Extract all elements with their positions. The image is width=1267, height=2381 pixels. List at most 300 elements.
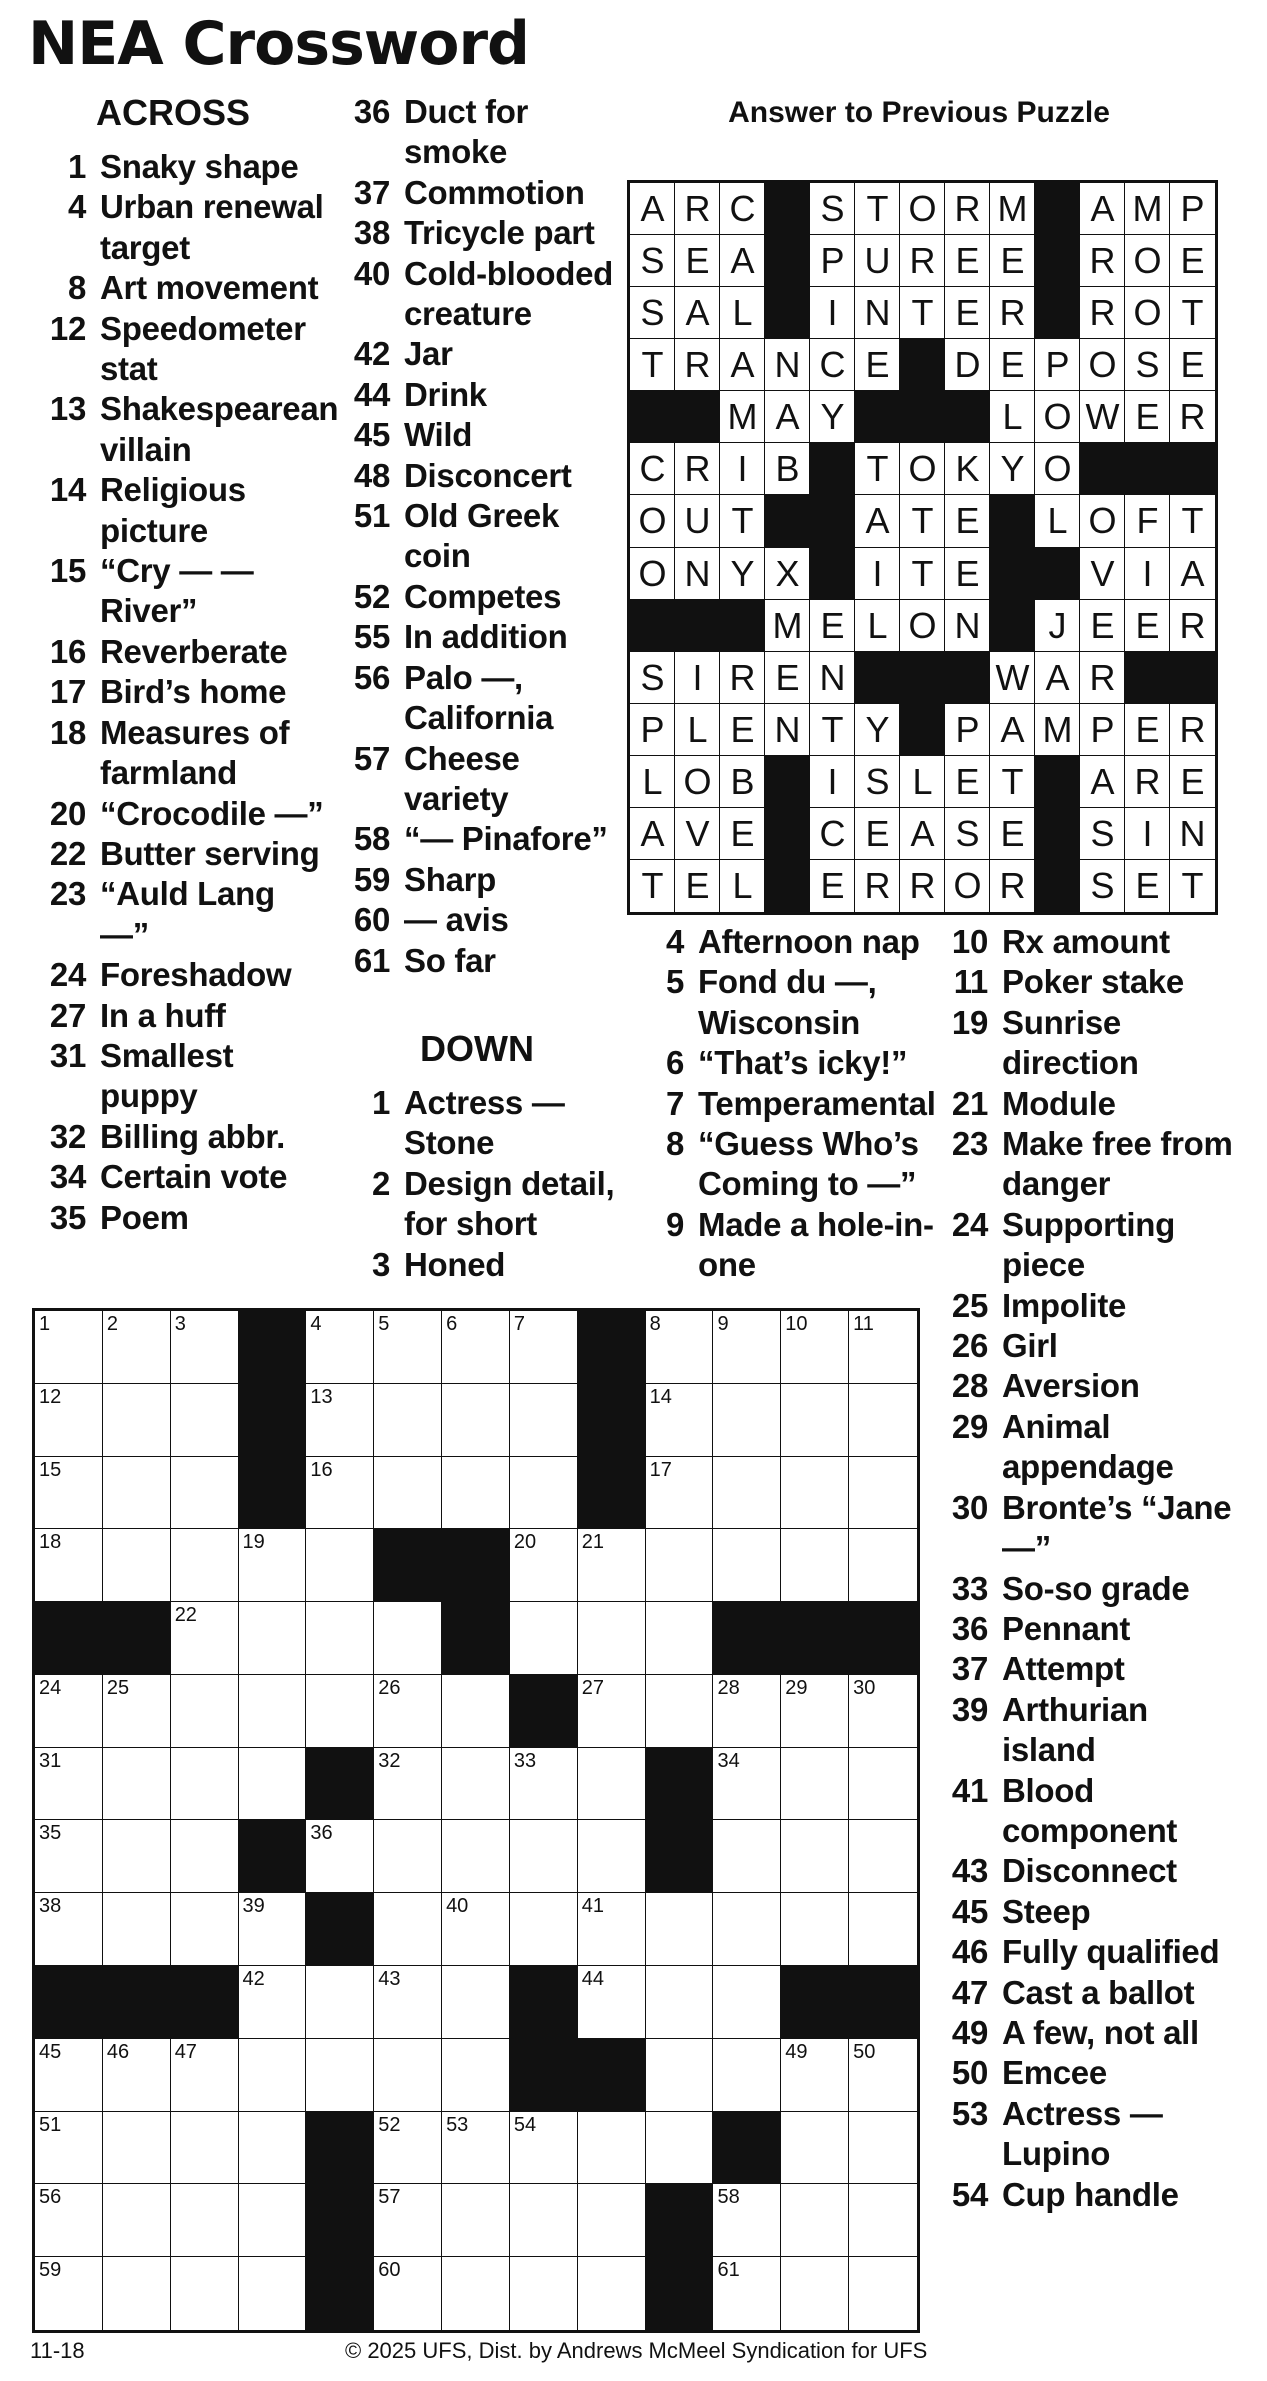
puzzle-cell[interactable] xyxy=(171,1675,239,1748)
puzzle-cell[interactable] xyxy=(171,2112,239,2185)
clue xyxy=(336,173,616,213)
answer-cell xyxy=(810,287,855,339)
puzzle-cell[interactable] xyxy=(103,2184,171,2257)
puzzle-cell[interactable] xyxy=(713,2039,781,2112)
puzzle-cell[interactable] xyxy=(171,1311,239,1384)
answer-letter: E xyxy=(955,552,980,594)
answer-cell xyxy=(1080,339,1125,391)
answer-letter: O xyxy=(683,760,712,802)
puzzle-cell[interactable] xyxy=(103,2039,171,2112)
answer-cell xyxy=(855,183,900,235)
clue-number: 38 xyxy=(353,214,390,252)
puzzle-cell[interactable] xyxy=(578,1748,646,1821)
answer-letter: C xyxy=(819,812,846,854)
puzzle-cell[interactable] xyxy=(239,1602,307,1675)
answer-cell xyxy=(630,495,675,547)
answer-letter: E xyxy=(1135,604,1160,646)
puzzle-cell[interactable] xyxy=(578,1893,646,1966)
clue xyxy=(36,1157,326,1197)
answer-letter: A xyxy=(775,396,800,438)
answer-cell xyxy=(675,235,720,287)
answer-cell xyxy=(720,339,765,391)
cell-number: 25 xyxy=(106,1676,130,1699)
puzzle-cell[interactable] xyxy=(103,2112,171,2185)
puzzle-cell[interactable] xyxy=(578,1820,646,1893)
puzzle-cell[interactable] xyxy=(374,1893,442,1966)
cell-number: 58 xyxy=(717,2186,740,2209)
answer-cell xyxy=(1035,391,1080,443)
puzzle-cell[interactable] xyxy=(510,1820,578,1893)
puzzle-cell[interactable] xyxy=(578,2112,646,2185)
down-clues-column-3 xyxy=(646,922,946,1286)
answer-letter: A xyxy=(865,500,890,542)
puzzle-cell[interactable] xyxy=(713,1311,781,1384)
clue xyxy=(336,254,616,335)
puzzle-cell[interactable] xyxy=(781,1820,849,1893)
cell-number: 36 xyxy=(310,1822,333,1845)
answer-letter: E xyxy=(1000,240,1025,282)
puzzle-cell[interactable] xyxy=(646,1529,714,1602)
puzzle-cell[interactable] xyxy=(35,2112,103,2185)
puzzle-cell[interactable] xyxy=(103,1748,171,1821)
answer-cell xyxy=(1080,756,1125,808)
clue-text: Speedometer stat xyxy=(100,309,306,388)
puzzle-cell[interactable] xyxy=(849,2257,917,2330)
puzzle-cell[interactable] xyxy=(510,1311,578,1384)
puzzle-cell[interactable] xyxy=(646,1384,714,1457)
puzzle-cell[interactable] xyxy=(35,2184,103,2257)
puzzle-cell[interactable] xyxy=(578,1529,646,1602)
answer-cell xyxy=(1080,704,1125,756)
answer-letter: L xyxy=(642,760,663,802)
puzzle-cell[interactable] xyxy=(713,1893,781,1966)
black-square xyxy=(1035,287,1080,339)
puzzle-cell[interactable] xyxy=(35,1529,103,1602)
answer-letter: P xyxy=(820,240,845,282)
answer-letter: L xyxy=(867,604,888,646)
puzzle-cell[interactable] xyxy=(510,2257,578,2330)
puzzle-cell[interactable] xyxy=(646,2039,714,2112)
puzzle-cell[interactable] xyxy=(171,1893,239,1966)
clue-number: 18 xyxy=(49,713,86,751)
puzzle-cell[interactable] xyxy=(781,1675,849,1748)
answer-letter: T xyxy=(866,188,889,230)
clue-text: Tricycle part xyxy=(404,214,595,252)
puzzle-cell[interactable] xyxy=(510,1457,578,1530)
puzzle-cell[interactable] xyxy=(849,1457,917,1530)
clue xyxy=(336,577,616,617)
black-square xyxy=(239,1311,307,1384)
puzzle-cell[interactable] xyxy=(510,1602,578,1675)
clue-text: A few, not all xyxy=(1002,2013,1199,2051)
answer-cell xyxy=(1125,183,1170,235)
puzzle-cell[interactable] xyxy=(713,1529,781,1602)
clue xyxy=(646,1205,946,1286)
puzzle-cell[interactable] xyxy=(239,1748,307,1821)
answer-cell xyxy=(855,339,900,391)
answer-letter: J xyxy=(1048,604,1067,646)
puzzle-cell[interactable] xyxy=(103,1820,171,1893)
puzzle-cell[interactable] xyxy=(781,1748,849,1821)
answer-cell xyxy=(765,652,810,704)
cell-number: 14 xyxy=(649,1385,672,1408)
puzzle-cell[interactable] xyxy=(374,1384,442,1457)
puzzle-cell[interactable] xyxy=(781,1311,849,1384)
puzzle-cell[interactable] xyxy=(374,1602,442,1675)
cell-number: 34 xyxy=(717,1749,740,1772)
puzzle-cell[interactable] xyxy=(849,1384,917,1457)
clue-number: 23 xyxy=(951,1125,988,1163)
black-square xyxy=(675,391,720,443)
puzzle-cell[interactable] xyxy=(103,1675,171,1748)
puzzle-cell[interactable] xyxy=(171,1384,239,1457)
puzzle-cell[interactable] xyxy=(713,1966,781,2039)
clue-number: 8 xyxy=(67,269,86,307)
answer-cell xyxy=(900,235,945,287)
puzzle-cell[interactable] xyxy=(646,1966,714,2039)
black-square xyxy=(781,1602,849,1675)
puzzle-cell[interactable] xyxy=(510,1893,578,1966)
puzzle-cell[interactable] xyxy=(646,2112,714,2185)
clue-text: Poem xyxy=(100,1198,189,1236)
puzzle-cell[interactable] xyxy=(239,1893,307,1966)
puzzle-cell[interactable] xyxy=(510,1384,578,1457)
puzzle-cell[interactable] xyxy=(781,2039,849,2112)
clue-text: Certain vote xyxy=(100,1158,288,1196)
clue-text: Shakespearean villain xyxy=(100,390,339,468)
answer-cell xyxy=(945,860,990,912)
puzzle-cell[interactable] xyxy=(306,1457,374,1530)
clue-number: 42 xyxy=(353,335,390,373)
cell-number: 26 xyxy=(378,1676,401,1699)
puzzle-cell[interactable] xyxy=(713,1748,781,1821)
puzzle-cell[interactable] xyxy=(510,2112,578,2185)
puzzle-cell[interactable] xyxy=(713,2257,781,2330)
puzzle-cell[interactable] xyxy=(239,1966,307,2039)
puzzle-cell[interactable] xyxy=(442,1820,510,1893)
cell-number: 54 xyxy=(513,2113,537,2136)
puzzle-cell[interactable] xyxy=(171,1820,239,1893)
puzzle-cell[interactable] xyxy=(781,2257,849,2330)
puzzle-cell[interactable] xyxy=(442,1675,510,1748)
puzzle-cell[interactable] xyxy=(35,1893,103,1966)
puzzle-cell[interactable] xyxy=(374,1748,442,1821)
clue-text: Snaky shape xyxy=(100,148,299,185)
puzzle-cell[interactable] xyxy=(849,1820,917,1893)
clue-text: Attempt xyxy=(1002,1650,1125,1688)
puzzle-cell[interactable] xyxy=(35,2257,103,2330)
clue-text: “Cry — — River” xyxy=(100,552,254,630)
clue xyxy=(944,1366,1244,1406)
puzzle-cell[interactable] xyxy=(306,1384,374,1457)
puzzle-cell[interactable] xyxy=(239,2112,307,2185)
answer-letter: R xyxy=(1089,656,1116,698)
clue-number: 47 xyxy=(951,1973,988,2011)
clue-text: Actress — Lupino xyxy=(1002,2094,1163,2173)
puzzle-cell[interactable] xyxy=(442,2184,510,2257)
black-square xyxy=(990,600,1035,652)
puzzle-cell[interactable] xyxy=(646,1602,714,1675)
answer-cell xyxy=(1080,287,1125,339)
clue-number: 50 xyxy=(951,2054,988,2092)
puzzle-cell[interactable] xyxy=(35,1311,103,1384)
puzzle-cell[interactable] xyxy=(171,2039,239,2112)
answer-letter: A xyxy=(640,812,665,854)
puzzle-cell[interactable] xyxy=(306,1675,374,1748)
clue-number: 4 xyxy=(665,923,684,960)
cell-number: 52 xyxy=(378,2113,401,2136)
clue-number: 20 xyxy=(49,794,86,832)
puzzle-cell[interactable] xyxy=(35,1384,103,1457)
puzzle-cell[interactable] xyxy=(578,2184,646,2257)
puzzle-cell[interactable] xyxy=(442,1384,510,1457)
answer-cell xyxy=(810,235,855,287)
answer-letter: E xyxy=(955,292,980,334)
puzzle-cell[interactable] xyxy=(171,2257,239,2330)
puzzle-cell[interactable] xyxy=(849,1529,917,1602)
answer-cell xyxy=(900,808,945,860)
puzzle-cell[interactable] xyxy=(510,1748,578,1821)
answer-cell xyxy=(855,443,900,495)
puzzle-cell[interactable] xyxy=(849,1893,917,1966)
cell-number: 29 xyxy=(785,1676,808,1699)
puzzle-cell[interactable] xyxy=(442,2257,510,2330)
puzzle-cell[interactable] xyxy=(374,1457,442,1530)
puzzle-cell[interactable] xyxy=(374,2257,442,2330)
answer-cell xyxy=(900,495,945,547)
clue-number: 35 xyxy=(49,1198,86,1236)
clue xyxy=(36,187,326,268)
cell-number: 51 xyxy=(39,2113,62,2136)
puzzle-cell[interactable] xyxy=(239,2257,307,2330)
clue-number: 23 xyxy=(49,875,86,913)
puzzle-cell[interactable] xyxy=(35,1675,103,1748)
puzzle-cell[interactable] xyxy=(171,1529,239,1602)
black-square xyxy=(1035,756,1080,808)
answer-letter: Y xyxy=(820,396,845,438)
puzzle-cell[interactable] xyxy=(781,2184,849,2257)
puzzle-cell[interactable] xyxy=(374,1311,442,1384)
puzzle-cell[interactable] xyxy=(849,2112,917,2185)
answer-cell xyxy=(1125,860,1170,912)
clue-text: “Auld Lang —” xyxy=(100,875,275,953)
cell-number: 16 xyxy=(310,1458,333,1481)
puzzle-cell[interactable] xyxy=(781,1893,849,1966)
puzzle-cell[interactable] xyxy=(306,1529,374,1602)
puzzle-cell[interactable] xyxy=(713,1820,781,1893)
answer-letter: T xyxy=(821,708,844,750)
answer-letter: A xyxy=(730,240,755,282)
clue-text: In a huff xyxy=(100,996,226,1034)
cell-number: 3 xyxy=(174,1313,186,1335)
answer-cell xyxy=(1125,495,1170,547)
answer-cell xyxy=(1125,548,1170,600)
puzzle-cell[interactable] xyxy=(442,1457,510,1530)
puzzle-cell[interactable] xyxy=(442,1893,510,1966)
puzzle-cell[interactable] xyxy=(103,2257,171,2330)
puzzle-cell[interactable] xyxy=(849,1675,917,1748)
answer-letter: S xyxy=(1135,344,1160,386)
clue-number: 25 xyxy=(951,1286,988,1324)
answer-letter: C xyxy=(819,344,846,386)
puzzle-cell[interactable] xyxy=(849,1748,917,1821)
puzzle-cell[interactable] xyxy=(171,1748,239,1821)
puzzle-cell[interactable] xyxy=(35,1820,103,1893)
answer-letter: O xyxy=(1088,344,1117,386)
puzzle-cell[interactable] xyxy=(374,1675,442,1748)
answer-letter: T xyxy=(731,500,754,542)
puzzle-cell[interactable] xyxy=(510,1529,578,1602)
answer-cell xyxy=(810,808,855,860)
black-square xyxy=(578,1384,646,1457)
puzzle-cell[interactable] xyxy=(510,2184,578,2257)
puzzle-cell[interactable] xyxy=(442,1748,510,1821)
puzzle-cell[interactable] xyxy=(781,1529,849,1602)
answer-letter: T xyxy=(1001,760,1024,802)
puzzle-cell[interactable] xyxy=(578,2257,646,2330)
cell-number: 24 xyxy=(39,1676,62,1699)
answer-letter: I xyxy=(1142,552,1153,594)
puzzle-cell[interactable] xyxy=(646,1457,714,1530)
puzzle-cell[interactable] xyxy=(646,1311,714,1384)
clue xyxy=(944,2094,1244,2175)
clue xyxy=(36,470,326,551)
answer-cell xyxy=(675,652,720,704)
puzzle-cell[interactable] xyxy=(578,1675,646,1748)
clue-text: Butter serving xyxy=(100,834,320,872)
clue xyxy=(36,713,326,794)
puzzle-cell[interactable] xyxy=(578,1966,646,2039)
puzzle-cell[interactable] xyxy=(849,2039,917,2112)
puzzle-cell[interactable] xyxy=(374,1820,442,1893)
answer-letter: S xyxy=(1090,812,1115,854)
puzzle-cell[interactable] xyxy=(306,2039,374,2112)
puzzle-cell[interactable] xyxy=(103,1311,171,1384)
puzzle-cell[interactable] xyxy=(35,2039,103,2112)
answer-cell xyxy=(945,756,990,808)
puzzle-cell[interactable] xyxy=(239,2039,307,2112)
clue-text: Actress — Stone xyxy=(404,1084,565,1162)
clue xyxy=(36,268,326,308)
puzzle-cell[interactable] xyxy=(306,1311,374,1384)
puzzle-cell[interactable] xyxy=(35,1457,103,1530)
answer-letter: Y xyxy=(865,708,890,750)
puzzle-cell[interactable] xyxy=(849,1311,917,1384)
puzzle-cell[interactable] xyxy=(103,1457,171,1530)
puzzle-cell[interactable] xyxy=(374,2112,442,2185)
puzzle-cell[interactable] xyxy=(578,1602,646,1675)
puzzle-cell[interactable] xyxy=(781,1457,849,1530)
puzzle-cell[interactable] xyxy=(713,1457,781,1530)
answer-letter: R xyxy=(684,188,711,230)
answer-cell xyxy=(720,756,765,808)
puzzle-cell[interactable] xyxy=(713,1384,781,1457)
down-heading: DOWN xyxy=(420,1028,534,1069)
clue xyxy=(944,1286,1244,1326)
puzzle-cell[interactable] xyxy=(171,1457,239,1530)
answer-letter: R xyxy=(864,864,891,906)
answer-letter: L xyxy=(1002,396,1023,438)
puzzle-cell[interactable] xyxy=(103,1893,171,1966)
answer-letter: R xyxy=(954,188,981,230)
puzzle-cell[interactable] xyxy=(239,1675,307,1748)
answer-letter: T xyxy=(1181,292,1204,334)
answer-letter: O xyxy=(1043,448,1072,490)
black-square xyxy=(646,2184,714,2257)
puzzle-cell[interactable] xyxy=(442,1311,510,1384)
puzzle-cell[interactable] xyxy=(442,2112,510,2185)
puzzle-cell[interactable] xyxy=(171,1602,239,1675)
clue xyxy=(336,900,616,940)
answer-letter: T xyxy=(641,344,664,386)
clue-number: 30 xyxy=(951,1488,988,1526)
answer-letter: P xyxy=(1045,344,1070,386)
puzzle-cell[interactable] xyxy=(306,1966,374,2039)
puzzle-cell[interactable] xyxy=(646,1675,714,1748)
clue xyxy=(36,551,326,632)
answer-cell xyxy=(675,339,720,391)
clue-text: Cup handle xyxy=(1002,2175,1179,2213)
clue-text: So-so grade xyxy=(1002,1569,1190,1607)
answer-letter: A xyxy=(1090,760,1115,802)
puzzle-cell[interactable] xyxy=(306,1602,374,1675)
puzzle-cell[interactable] xyxy=(306,1820,374,1893)
cell-number: 6 xyxy=(446,1313,458,1335)
cell-number: 33 xyxy=(513,1749,537,1772)
answer-cell xyxy=(720,704,765,756)
answer-letter: E xyxy=(955,240,980,282)
answer-letter: O xyxy=(953,864,982,906)
answer-letter: E xyxy=(1135,396,1160,438)
cell-number: 12 xyxy=(39,1385,62,1408)
clue-number: 16 xyxy=(49,632,86,670)
clue xyxy=(944,1649,1244,1689)
puzzle-cell[interactable] xyxy=(35,1748,103,1821)
puzzle-cell[interactable] xyxy=(103,1529,171,1602)
answer-letter: N xyxy=(1179,812,1206,854)
answer-cell xyxy=(810,391,855,443)
puzzle-cell[interactable] xyxy=(713,2184,781,2257)
puzzle-cell[interactable] xyxy=(239,1529,307,1602)
cell-number: 17 xyxy=(649,1458,672,1481)
puzzle-cell[interactable] xyxy=(442,1966,510,2039)
answer-letter: D xyxy=(954,344,981,386)
puzzle-cell[interactable] xyxy=(781,1384,849,1457)
puzzle-cell[interactable] xyxy=(103,1384,171,1457)
puzzle-cell[interactable] xyxy=(713,1675,781,1748)
clue-text: Honed xyxy=(404,1245,506,1283)
clue-number: 27 xyxy=(49,996,86,1034)
answer-cell xyxy=(1035,495,1080,547)
answer-letter: O xyxy=(908,604,937,646)
puzzle-cell[interactable] xyxy=(442,2039,510,2112)
puzzle-cell[interactable] xyxy=(171,2184,239,2257)
clue xyxy=(336,1245,616,1285)
puzzle-cell[interactable] xyxy=(781,2112,849,2185)
puzzle-cell[interactable] xyxy=(374,2184,442,2257)
answer-letter: S xyxy=(1090,864,1115,906)
answer-cell xyxy=(675,808,720,860)
puzzle-cell[interactable] xyxy=(374,2039,442,2112)
puzzle-cell[interactable] xyxy=(849,2184,917,2257)
puzzle-cell[interactable] xyxy=(239,2184,307,2257)
across-clues-column-2 xyxy=(336,92,616,981)
puzzle-cell[interactable] xyxy=(374,1966,442,2039)
black-square xyxy=(374,1529,442,1602)
puzzle-cell[interactable] xyxy=(646,1893,714,1966)
answer-cell xyxy=(1125,235,1170,287)
black-square xyxy=(1035,235,1080,287)
